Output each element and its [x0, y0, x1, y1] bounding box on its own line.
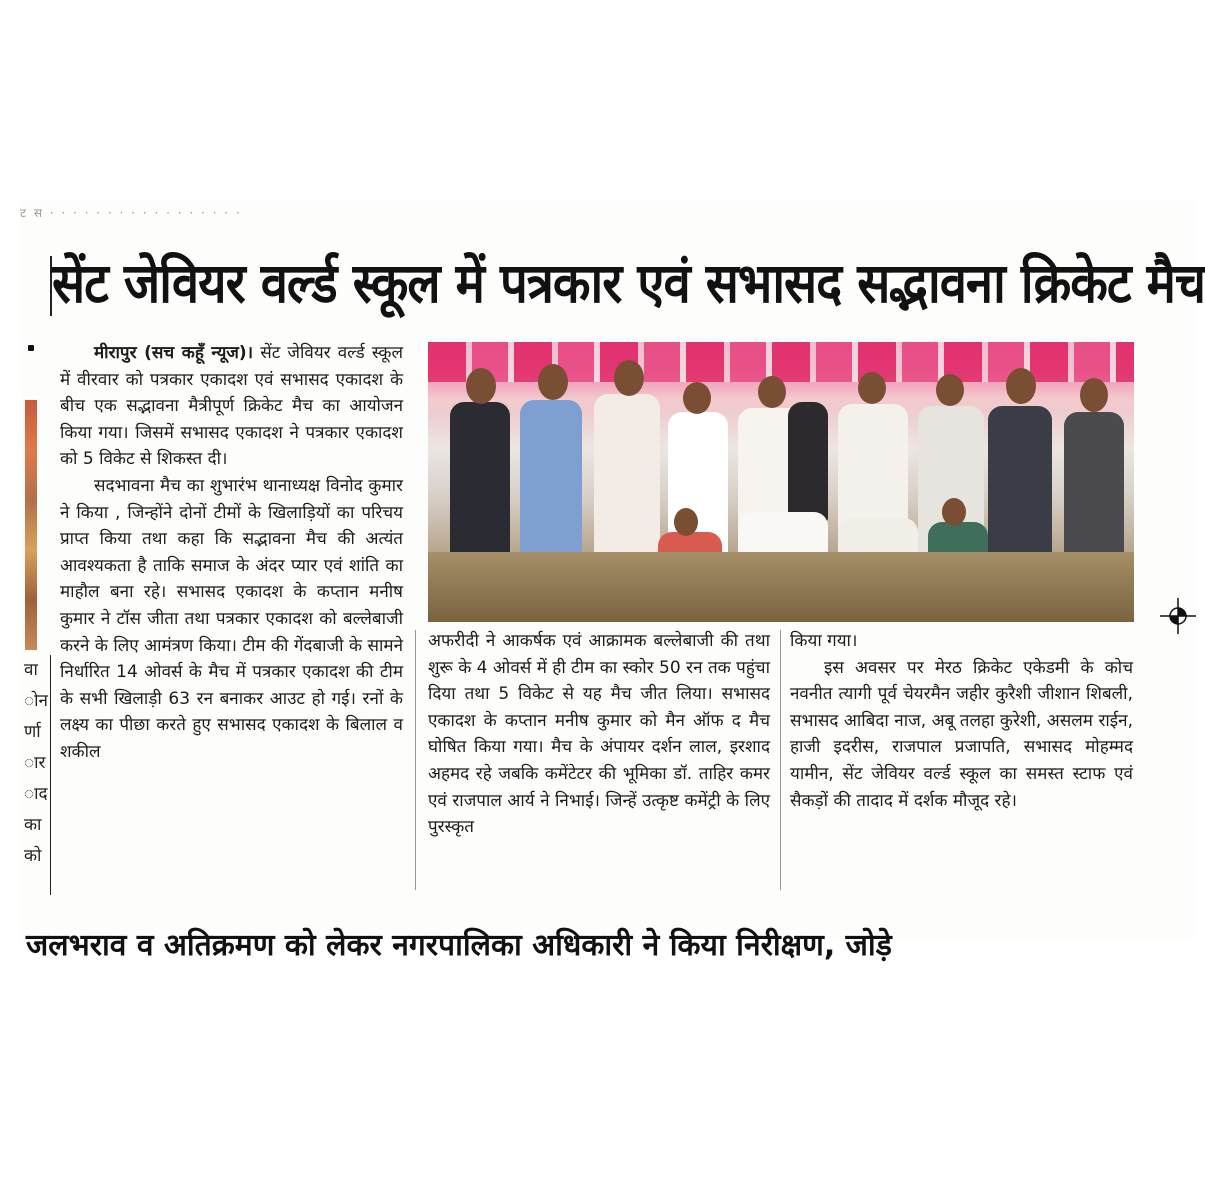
- article-column-3: [790, 628, 1133, 898]
- column-divider-2: [780, 630, 781, 890]
- column-1-paragraph-1: सेंट जेवियर वर्ल्ड स्कूल में वीरवार को पत्रकार एकादश एवं सभासद एकादश के बीच एक सद्भावना मैत्रीपूर्ण क्रिकेट मैच का आयोजन किया गया। जिसमें सभासद एकादश ने पत्रकार एकादश को 5 विकेट से शिकस्त दी।: [60, 343, 404, 470]
- dateline: मीरापुर (सच कहूँ न्यूज)।: [94, 343, 254, 363]
- left-fragment-line: को: [24, 846, 42, 866]
- column-divider-left: [50, 655, 51, 895]
- left-column-fragment: [24, 655, 46, 895]
- column-divider-1: [415, 630, 416, 890]
- photo-person: [788, 402, 828, 522]
- left-fragment-line: ार: [24, 753, 46, 773]
- next-article-headline: जलभराव व अतिक्रमण को लेकर नगरपालिका अधिकारी ने किया निरीक्षण, जोड़े: [26, 928, 892, 963]
- article-photo: [428, 342, 1134, 622]
- column-3-paragraph-1: किया गया।: [790, 631, 858, 651]
- column-1-paragraph-2: सदभावना मैच का शुभारंभ थानाध्यक्ष विनोद कुमार ने किया , जिन्होंने दोनों टीमों के खिलाड़ियों का परिचय प्राप्त किया तथा कहा कि सद्भावना मैच की अत्यंत आवश्यकता है ताकि समाज के अंदर प्यार एवं शांति का माहौल बना रहे। सभासद एकादश के कप्तान मनीष कुमार ने टॉस जीता तथा पत्रकार एकादश को बल्लेबाजी करने के लिए आमंत्रण किया। टीम की गेंदबाजी के सामने निर्धारित 14 ओवर्स के मैच में पत्रकार एकादश की टीम के सभी खिलाड़ी 63 रन बनाकर आउट हो गई। रनों के लक्ष्य का पीछा करते हुए सभासद एकादश के बिलाल व शकील: [60, 475, 403, 762]
- left-edge-photo-fragment: [25, 400, 37, 650]
- column-2-paragraph-1: अफरीदी ने आकर्षक एवं आक्रामक बल्लेबाजी की तथा शुरू के 4 ओवर्स में ही टीम का स्कोर 50 रन तक पहुंचा दिया तथा 5 विकेट से यह मैच जीत लिया। सभासद एकादश के कप्तान मनीष कुमार को मैन ऑफ द मैच घोषित किया गया। मैच के अंपायर दर्शन लाल, इरशाद अहमद रहे जबकि कमेंटेटर की भूमिका डॉ. ताहिर कमर एवं राजपाल आर्य ने निभाई। जिन्हें उत्कृष्ट कमेंट्री के लिए पुरस्कृत: [428, 631, 770, 838]
- photo-ground: [428, 552, 1134, 622]
- article-column-1: [60, 340, 403, 895]
- left-fragment-line: का: [24, 815, 42, 835]
- article-column-2: [428, 628, 770, 898]
- left-edge-mark: [28, 345, 34, 351]
- headline: सेंट जेवियर वर्ल्ड स्कूल में पत्रकार एवं सभासद सद्भावना क्रिकेट मैच: [52, 251, 1205, 316]
- column-3-paragraph-2: इस अवसर पर मेरठ क्रिकेट एकेडमी के कोच नवनीत त्यागी पूर्व चेयरमैन जहीर कुरैशी जीशान शिबली, सभासद आबिदा नाज, अबू तलहा कुरेशी, असलम राईन, हाजी इदरीस, राजपाल प्रजापति, सभासद मोहम्मद यामीन, सेंट जेवियर वर्ल्ड स्कूल का समस्त स्टाफ एवं सैकड़ों की तादाद में दर्शक मौजूद रहे।: [790, 657, 1133, 811]
- top-strip-text: ट स · · · · · · · · · · · · · · · · ·: [20, 206, 242, 220]
- left-fragment-line: ाद: [24, 784, 48, 804]
- registration-mark-icon: [1160, 598, 1196, 634]
- newspaper-clipping: [20, 200, 1205, 963]
- left-fragment-line: वा: [24, 660, 38, 680]
- left-fragment-line: ोन: [24, 691, 48, 711]
- left-fragment-line: र्णा: [24, 722, 41, 742]
